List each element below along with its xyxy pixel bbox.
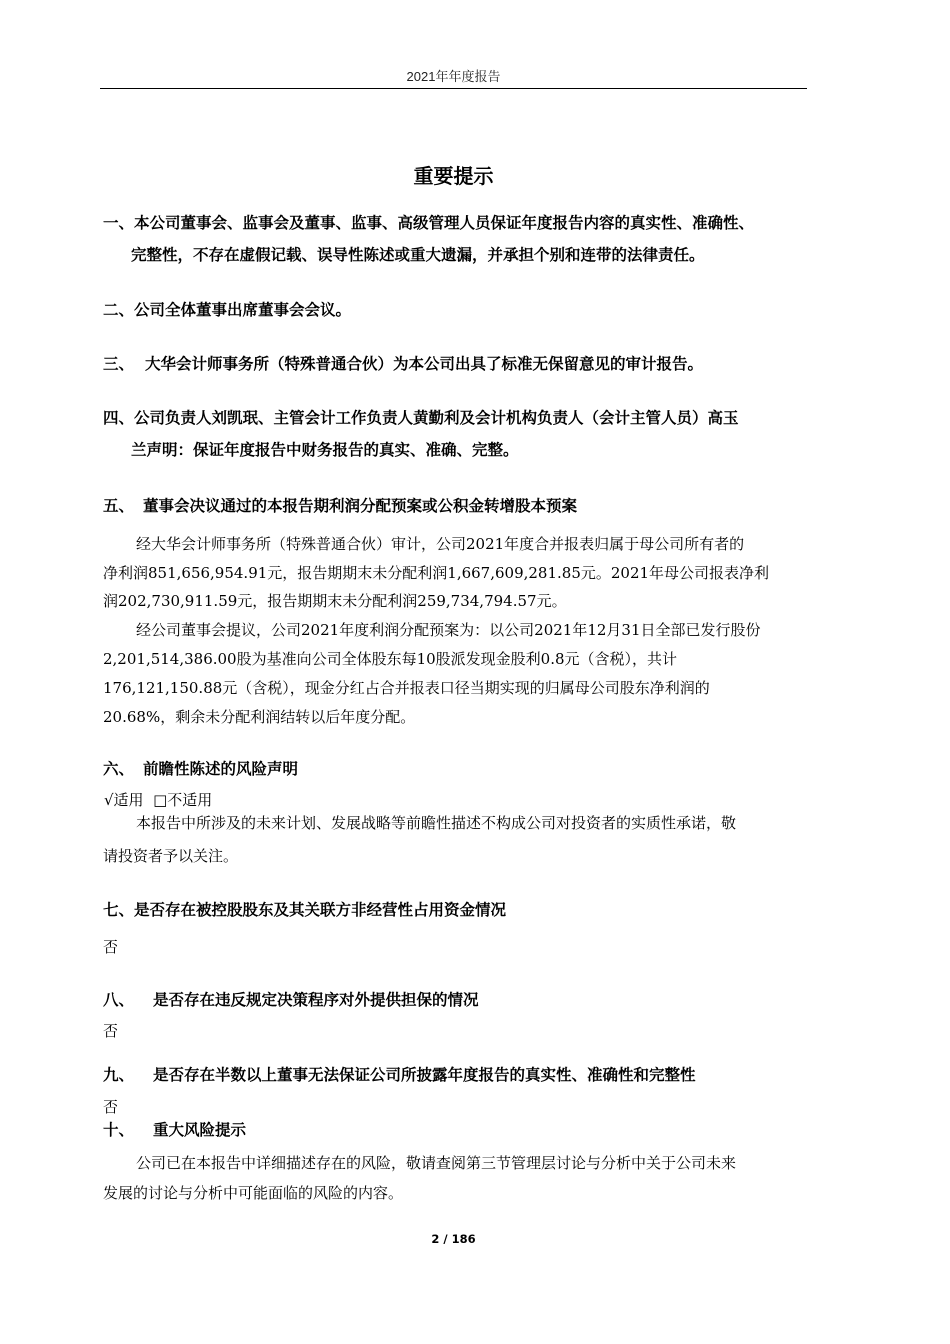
section-5-number: 五、: [103, 497, 135, 515]
page-number: 2 / 186: [431, 1232, 476, 1246]
section-10-p-line-1: 公司已在本报告中详细描述存在的风险，敬请查阅第三节管理层讨论与分析中关于公司未来: [136, 1154, 737, 1172]
section-6-number: 六、: [103, 760, 135, 778]
section-7-heading: 七、是否存在被控股股东及其关联方非经营性占用资金情况: [103, 901, 507, 919]
section-10-p-line-2: 发展的讨论与分析中可能面临的风险的内容。: [103, 1184, 404, 1202]
section-1-line-1: 一、本公司董事会、监事会及董事、监事、高级管理人员保证年度报告内容的真实性、准确性、: [103, 214, 755, 232]
section-5-p2-line-4: 20.68%，剩余未分配利润结转以后年度分配。: [103, 708, 416, 726]
running-header: 2021年年度报告: [406, 69, 501, 84]
section-6-heading: [103, 757, 298, 779]
section-5-p2-line-1: 经公司董事会提议，公司2021年度利润分配预案为：以公司2021年12月31日全部已发行股份: [136, 621, 761, 639]
section-7-answer: 否: [103, 938, 119, 956]
section-1-line-2: 完整性，不存在虚假记载、误导性陈述或重大遗漏，并承担个别和连带的法律责任。: [131, 246, 705, 264]
applicability-options: √适用 □不适用: [104, 791, 213, 809]
section-10-text: 重大风险提示: [153, 1121, 247, 1139]
section-4-line-1: 四、公司负责人刘凯珉、主管会计工作负责人黄勤利及会计机构负责人（会计主管人员）高玉: [103, 409, 739, 427]
section-3-number: 三、: [103, 355, 135, 373]
section-9-heading: [103, 1063, 696, 1085]
section-8-number: 八、: [103, 991, 135, 1009]
section-6-text: 前瞻性陈述的风险声明: [143, 760, 299, 778]
section-5-p1-line-1: 经大华会计师事务所（特殊普通合伙）审计，公司2021年度合并报表归属于母公司所有者的: [136, 535, 745, 553]
section-5-text: 董事会决议通过的本报告期利润分配预案或公积金转增股本预案: [143, 497, 578, 515]
section-9-answer: 否: [103, 1098, 119, 1116]
section-5-p1-line-3: 润202,730,911.59元，报告期期末未分配利润259,734,794.57元。: [103, 592, 567, 610]
section-5-p2-line-3: 176,121,150.88元（含税），现金分红占合并报表口径当期实现的归属母公司股东净利润的: [103, 679, 710, 697]
section-5-heading: [103, 494, 577, 516]
section-9-number: 九、: [103, 1066, 135, 1084]
section-3-text: 大华会计师事务所（特殊普通合伙）为本公司出具了标准无保留意见的审计报告。: [145, 355, 704, 373]
section-10-number: 十、: [103, 1121, 135, 1139]
section-10-heading: [103, 1118, 246, 1140]
section-5-p2-line-2: 2,201,514,386.00股为基准向公司全体股东每10股派发现金股利0.8元（含税），共计: [103, 650, 678, 668]
section-3-heading: [103, 352, 703, 374]
section-2-heading: 二、公司全体董事出席董事会会议。: [103, 301, 352, 319]
section-8-heading: [103, 988, 479, 1010]
page-title: 重要提示: [413, 164, 494, 188]
header-rule: [100, 88, 807, 89]
section-5-p1-line-2: 净利润851,656,954.91元，报告期期末未分配利润1,667,609,281.85元。2021年母公司报表净利: [103, 564, 770, 582]
section-8-answer: 否: [103, 1022, 119, 1040]
section-9-text: 是否存在半数以上董事无法保证公司所披露年度报告的真实性、准确性和完整性: [153, 1066, 696, 1084]
section-6-p-line-1: 本报告中所涉及的未来计划、发展战略等前瞻性描述不构成公司对投资者的实质性承诺，敬: [136, 814, 737, 832]
section-8-text: 是否存在违反规定决策程序对外提供担保的情况: [153, 991, 479, 1009]
section-4-line-2: 兰声明：保证年度报告中财务报告的真实、准确、完整。: [131, 441, 519, 459]
section-6-p-line-2: 请投资者予以关注。: [103, 847, 239, 865]
